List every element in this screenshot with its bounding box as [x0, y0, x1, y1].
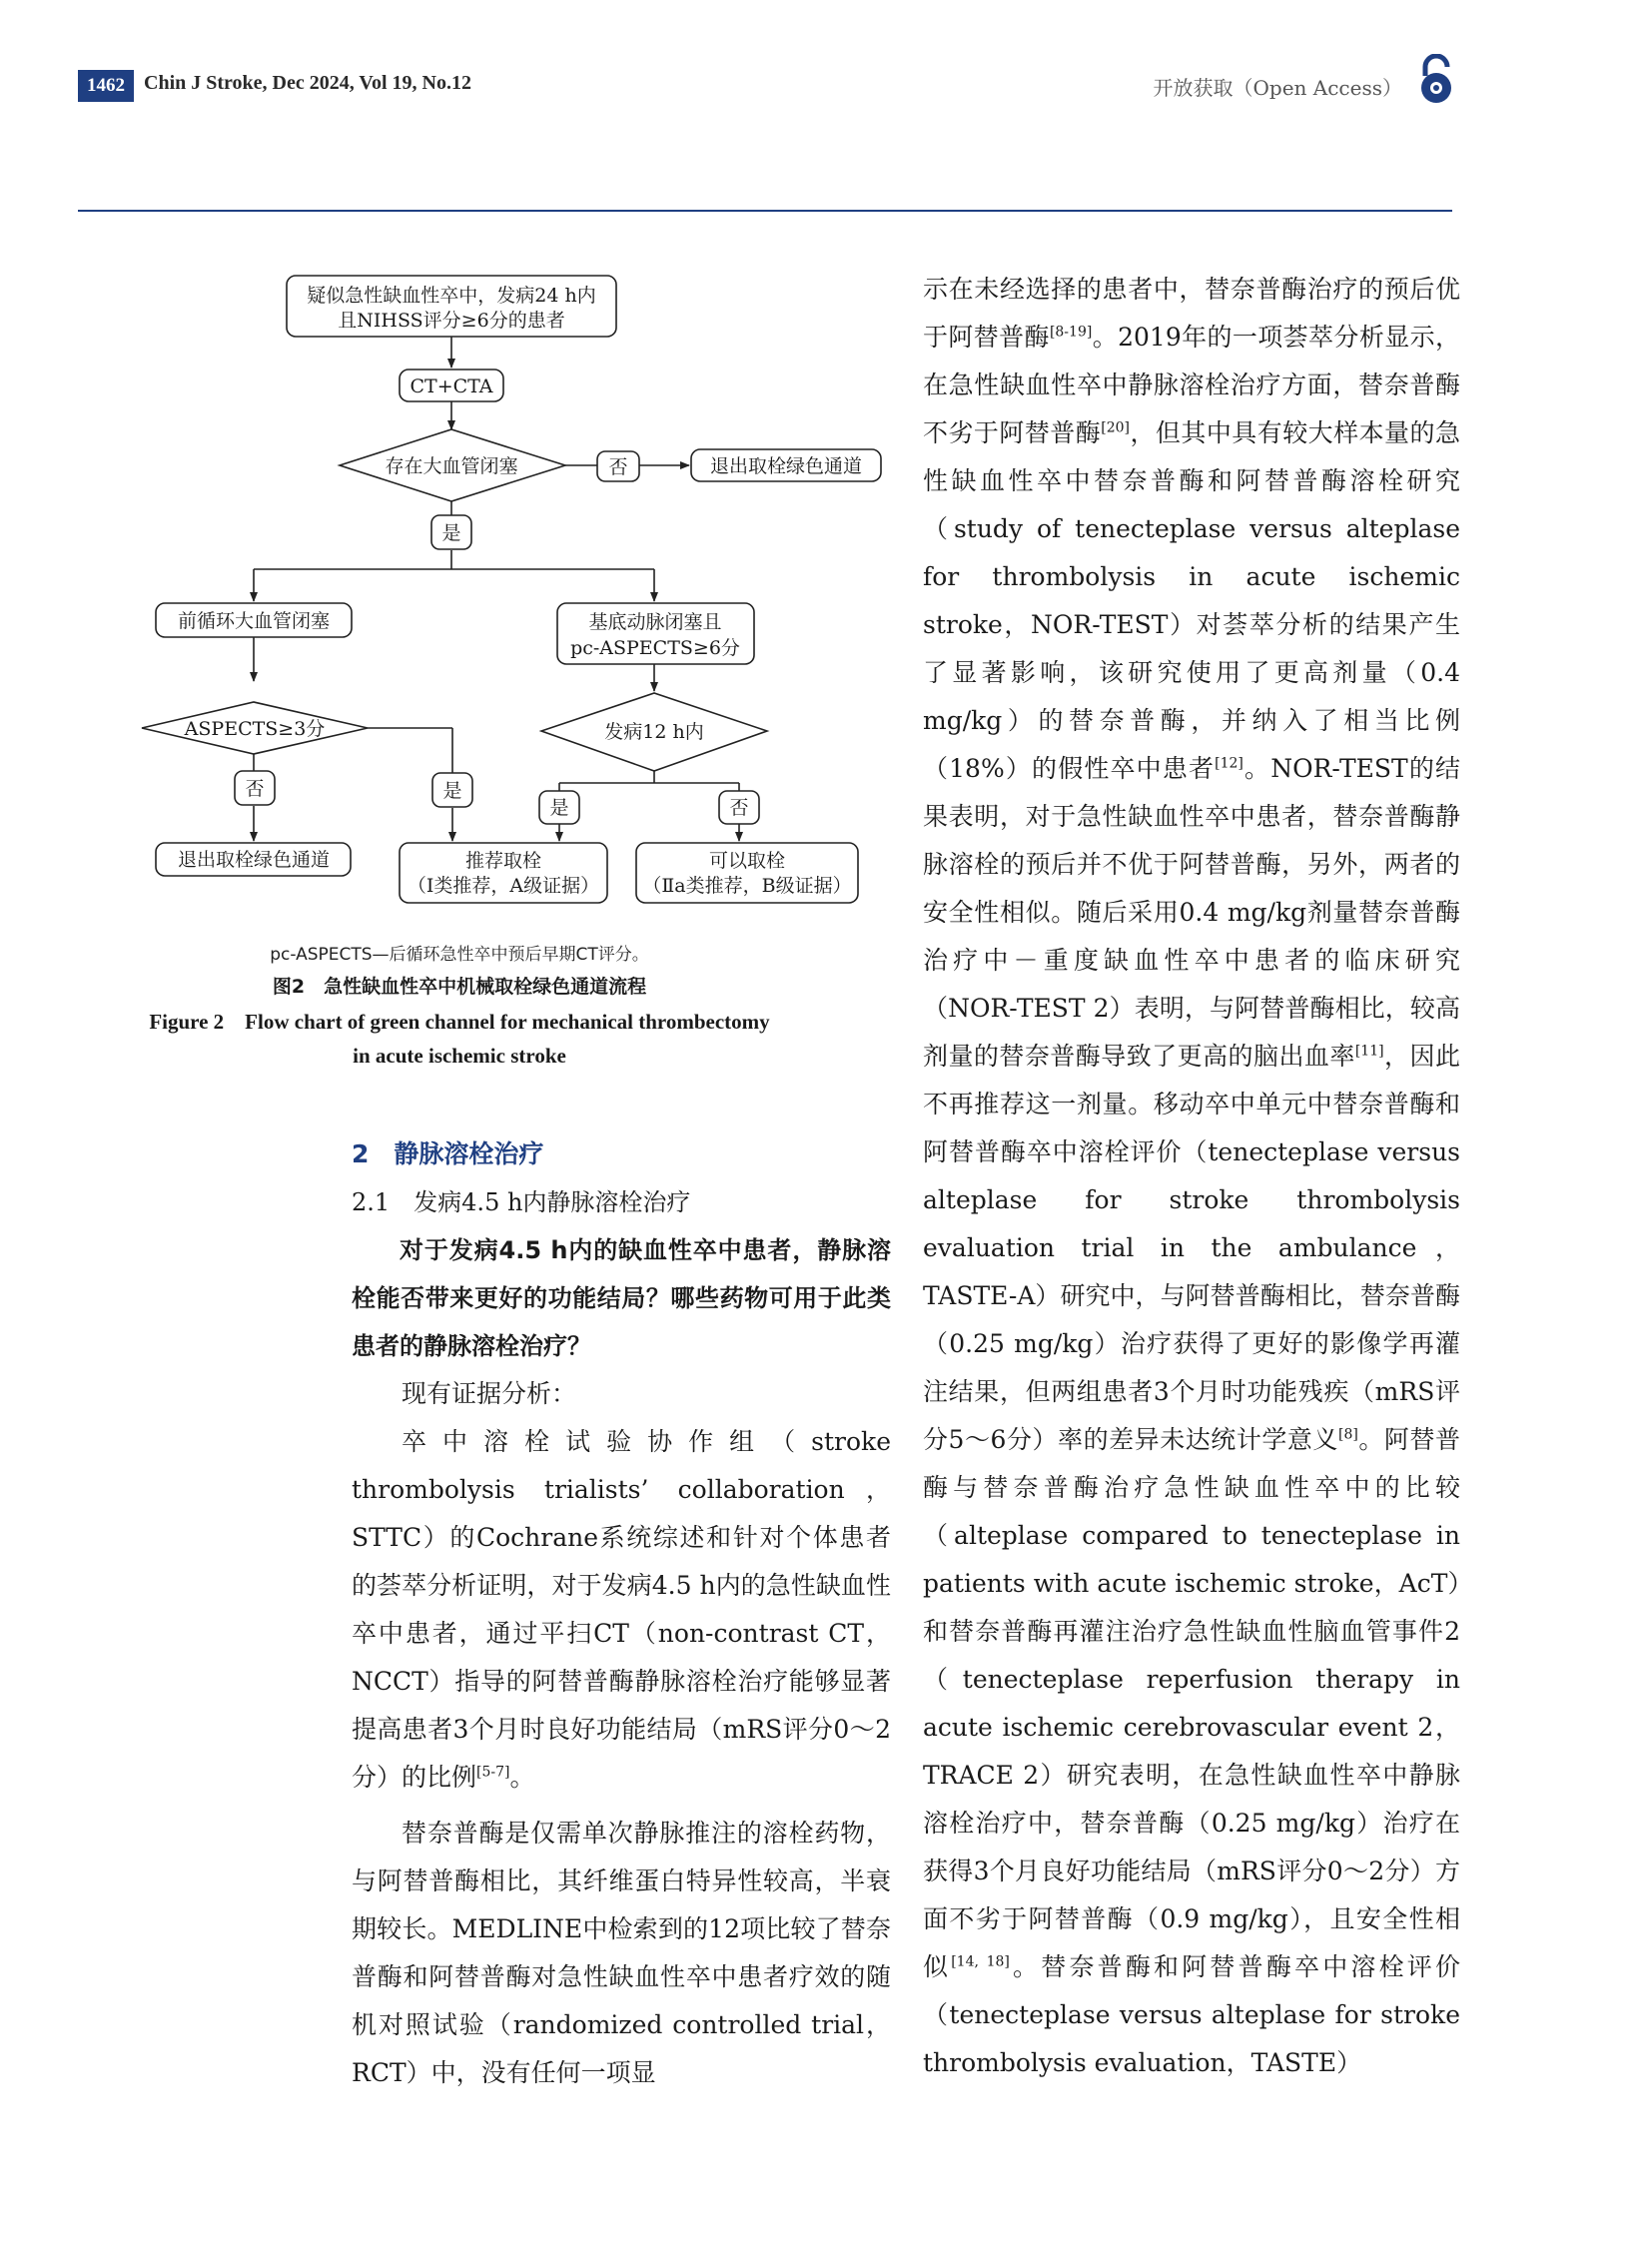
ref-11: [11] — [1354, 1043, 1384, 1060]
paragraph-sttc: 卒中溶栓试验协作组（stroke thrombolysis trialists’ collaboration，STTC）的Cochrane系统综述和针对个体患者的荟萃分析证明，对于发病4.5 h内的急性缺血性卒中患者，通过平扫CT（non-contrast CT，NCCT）指导的阿替普酶静脉溶栓治疗能够显著提高患者3个月时良好功能结局（mRS评分0～2分）的比例[5-7]。 — [352, 1427, 891, 1792]
yes-text-1: 是 — [441, 522, 461, 544]
ct-text: CT+CTA — [410, 375, 493, 397]
ref-8: [8] — [1337, 1426, 1358, 1443]
no-text-2: 否 — [245, 778, 265, 800]
anterior-text: 前循环大血管闭塞 — [177, 610, 331, 632]
evidence-label: 现有证据分析： — [402, 1379, 577, 1408]
figure-note: pc-ASPECTS—后循环急性卒中预后早期CT评分。 — [270, 945, 649, 965]
journal-citation: Chin J Stroke, Dec 2024, Vol 19, No.12 — [144, 72, 471, 94]
basilar-text-2: pc-ASPECTS≥6分 — [570, 637, 740, 659]
header-rule — [78, 210, 1452, 212]
right-column — [923, 266, 1460, 2087]
aspects-text: ASPECTS≥3分 — [184, 718, 326, 740]
recommend-text-1: 推荐取栓 — [464, 850, 542, 872]
ref-14-18: [14, 18] — [951, 1953, 1010, 1970]
figure-caption-en-line2: in acute ischemic stroke — [353, 1044, 566, 1068]
open-access-lock-icon — [1416, 54, 1456, 106]
onset-12h-text: 发病12 h内 — [604, 721, 704, 743]
exit-text-1: 退出取栓绿色通道 — [709, 455, 863, 477]
no-text-3: 否 — [729, 797, 749, 819]
ref-20: [20] — [1101, 419, 1130, 436]
start-text-1: 疑似急性缺血性卒中，发病24 h内 — [307, 285, 596, 307]
recommend-text-2: （Ⅰ类推荐，A级证据） — [407, 875, 600, 897]
yes-text-2: 是 — [442, 780, 462, 802]
flowchart — [130, 262, 889, 921]
ref-8-19: [8-19] — [1049, 324, 1093, 341]
figure-caption-cn: 图2 急性缺血性卒中机械取栓绿色通道流程 — [272, 976, 647, 998]
no-text-1: 否 — [608, 456, 628, 478]
lvo-text: 存在大血管闭塞 — [385, 455, 518, 477]
exit-text-2: 退出取栓绿色通道 — [177, 849, 331, 871]
yes-text-3: 是 — [549, 797, 569, 819]
page-number: 1462 — [78, 70, 134, 102]
may-text-1: 可以取栓 — [708, 850, 786, 872]
paragraph-tenecteplase: 替奈普酶是仅需单次静脉推注的溶栓药物，与阿替普酶相比，其纤维蛋白特异性较高，半衰期较长。MEDLINE中检索到的12项比较了替奈普酶和阿替普酶对急性缺血性卒中患者疗效的随机对照试验（randomized controlled trial，RCT）中，没有任何一项显 — [352, 1819, 891, 2087]
open-access-label: 开放获取（Open Access） — [1153, 76, 1402, 100]
start-text-2: 且NIHSS评分≥6分的患者 — [338, 310, 565, 332]
figure-caption-en — [130, 1005, 789, 1073]
may-text-2: （Ⅱa类推荐，B级证据） — [642, 875, 852, 897]
paragraph-continued: 示在未经选择的患者中，替奈普酶治疗的预后优于阿替普酶[8-19]。2019年的一项荟萃分析显示，在急性缺血性卒中静脉溶栓治疗方面，替奈普酶不劣于阿替普酶[20]，但其中具有较大样本量的急性缺血性卒中替奈普酶和阿替普酶溶栓研究（study of tenecteplase versus alteplase for thrombolysis in acute ischemic stroke，NOR-TEST）对荟萃分析的结果产生了显著影响，该研究使用了更高剂量（0.4 mg/kg）的替奈普酶，并纳入了相当比例（18%）的假性卒中患者[12]。NOR-TEST的结果表明，对于急性缺血性卒中患者，替奈普酶静脉溶栓的预后并不优于阿替普酶，另外，两者的安全性相似。随后采用0.4 mg/kg剂量替奈普酶治疗中－重度缺血性卒中患者的临床研究（NOR-TEST 2）表明，与阿替普酶相比，较高剂量的替奈普酶导致了更高的脑出血率[11]，因此不再推荐这一剂量。移动卒中单元中替奈普酶和阿替普酶卒中溶栓评价（tenecteplase versus alteplase for stroke thrombolysis evaluation trial in the ambulance，TASTE-A）研究中，与阿替普酶相比，替奈普酶（0.25 mg/kg）治疗获得了更好的影像学再灌注结果，但两组患者3个月时功能残疾（mRS评分5～6分）率的差异未达统计学意义[8]。阿替普酶与替奈普酶治疗急性缺血性卒中的比较（alteplase compared to tenecteplase in patients with acute ischemic stroke，AcT）和替奈普酶再灌注治疗急性缺血性脑血管事件2（tenecteplase reperfusion therapy in acute ischemic cerebrovascular event 2，TRACE 2）研究表明，在急性缺血性卒中静脉溶栓治疗中，替奈普酶（0.25 mg/kg）治疗在获得3个月良好功能结局（mRS评分0～2分）方面不劣于阿替普酶（0.9 mg/kg），且安全性相似[14, 18]。替奈普酶和阿替普酶卒中溶栓评价（tenecteplase versus alteplase for stroke thrombolysis evaluation，TASTE） — [923, 275, 1460, 2077]
subsection-heading: 2.1 发病4.5 h内静脉溶栓治疗 — [352, 1188, 691, 1216]
figure-caption-en-line1: Figure 2 Flow chart of green channel for mechanical thrombectomy — [149, 1010, 770, 1034]
clinical-question: 对于发病4.5 h内的缺血性卒中患者，静脉溶栓能否带来更好的功能结局？哪些药物可用于此类患者的静脉溶栓治疗？ — [352, 1236, 891, 1360]
ref-12: [12] — [1215, 755, 1243, 772]
ref-5-7: [5-7] — [476, 1764, 510, 1781]
left-column — [352, 1130, 891, 2097]
basilar-text-1: 基底动脉闭塞且 — [588, 611, 722, 633]
section-heading: 2 静脉溶栓治疗 — [352, 1139, 544, 1168]
